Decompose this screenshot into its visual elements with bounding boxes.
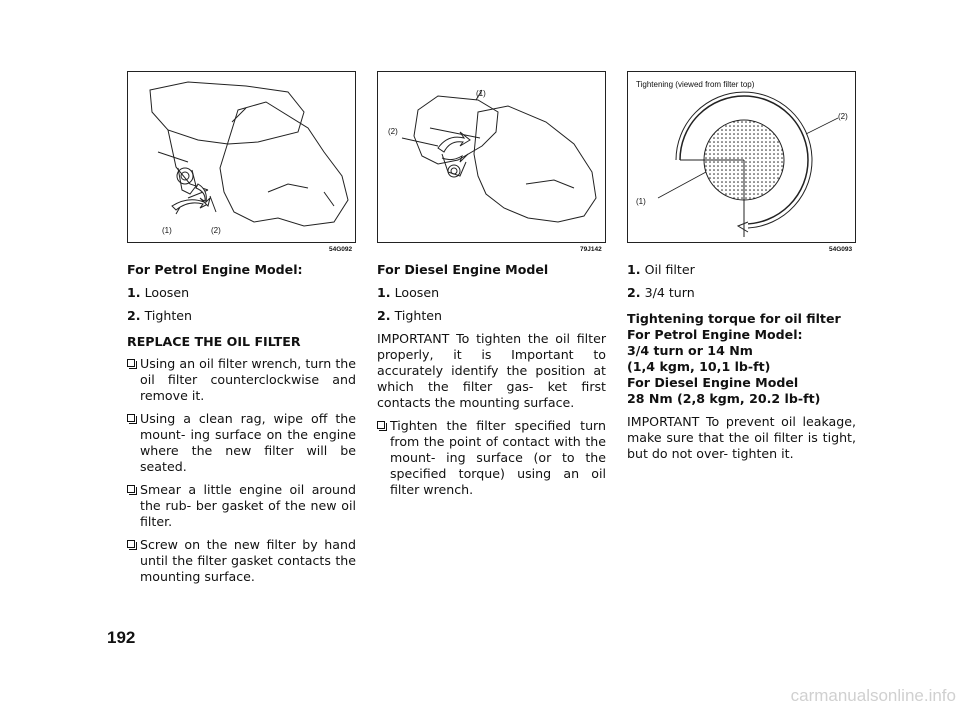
fig1-label-1: (1) [162, 226, 172, 235]
torque-line: 3/4 turn or 14 Nm [627, 343, 753, 358]
column-petrol [127, 262, 356, 585]
figure-petrol-filter [127, 71, 356, 243]
fig3-label-2: (2) [838, 112, 848, 121]
figure-code: 54G092 [329, 246, 353, 253]
column-diesel [377, 262, 606, 498]
fig1-label-2: (2) [211, 226, 221, 235]
page-number: 192 [107, 628, 136, 647]
checkbox-bullet-icon [127, 540, 135, 548]
fig3-label-1: (1) [636, 197, 646, 206]
fig3-title: Tightening (viewed from filter top) [636, 80, 755, 89]
list-item: 2. 3/4 turn [627, 285, 695, 300]
checkbox-bullet-icon [127, 359, 135, 367]
torque-line: For Petrol Engine Model: [627, 327, 803, 342]
list-item: 1. Loosen [377, 285, 440, 300]
torque-line: Tightening torque for oil filter [627, 311, 841, 326]
fig2-label-2: (2) [388, 127, 398, 136]
list-item: 1. Loosen [127, 285, 190, 300]
bullet-item: Smear a little engine oil around the rub- ber gasket of the new oil filter. [127, 482, 356, 530]
checkbox-bullet-icon [127, 485, 135, 493]
column-torque [627, 262, 856, 462]
tightening-diagram [628, 72, 857, 244]
bullet-item: Using a clean rag, wipe off the mount- ing surface on the engine where the new filter will be seated. [127, 411, 356, 475]
important-note: IMPORTANT To prevent oil leakage, make sure that the oil filter is tight, but do not over- tighten it. [627, 414, 856, 461]
list-item: 2. Tighten [377, 308, 443, 323]
fig2-label-1: (1) [476, 89, 486, 98]
torque-line: (1,4 kgm, 10,1 lb-ft) [627, 359, 771, 374]
heading-petrol: For Petrol Engine Model: [127, 262, 303, 277]
bullet-item: Tighten the filter specified turn from the point of contact with the mount- ing surface (or to the specified torque) using an oil filter wrench. [377, 418, 606, 498]
figure-tightening-diagram [627, 71, 856, 243]
watermark: carmanualsonline.info [790, 686, 956, 705]
checkbox-bullet-icon [127, 414, 135, 422]
heading-diesel: For Diesel Engine Model [377, 262, 549, 277]
list-item: 2. Tighten [127, 308, 193, 323]
section-title: REPLACE THE OIL FILTER [127, 334, 301, 349]
important-note: IMPORTANT To tighten the oil filter properly, it is Important to accurately identify the position at which the filter gas- ket first contacts the mounting surface. [377, 331, 606, 410]
figure-diesel-filter [377, 71, 606, 243]
diesel-engine-illustration [378, 72, 607, 244]
list-item: 1. Oil filter [627, 262, 695, 277]
torque-line: 28 Nm (2,8 kgm, 20.2 lb-ft) [627, 391, 821, 406]
petrol-engine-illustration [128, 72, 357, 244]
bullet-item: Using an oil filter wrench, turn the oil filter counterclockwise and remove it. [127, 356, 356, 404]
bullet-item: Screw on the new filter by hand until the filter gasket contacts the mounting surface. [127, 537, 356, 585]
figure-code: 79J142 [580, 246, 602, 253]
torque-line: For Diesel Engine Model [627, 375, 799, 390]
checkbox-bullet-icon [377, 421, 385, 429]
figure-code: 54G093 [829, 246, 853, 253]
